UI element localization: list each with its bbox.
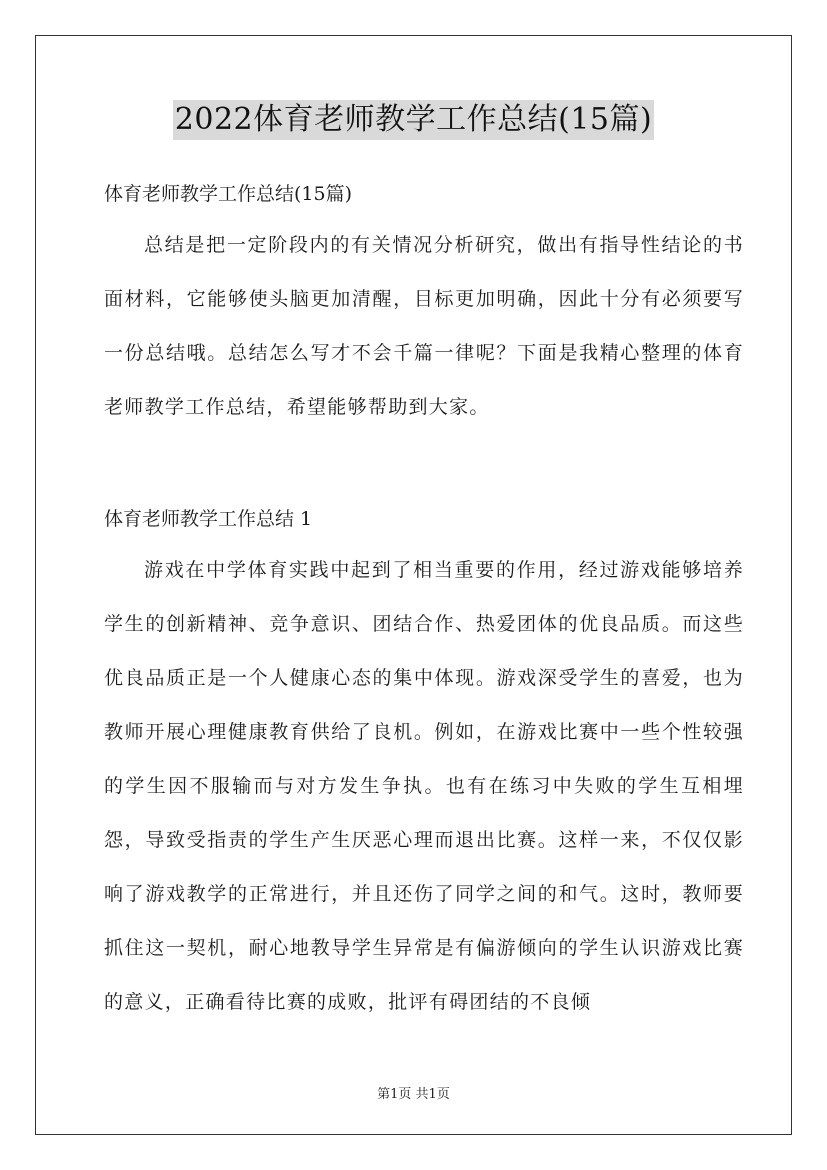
page-footer: 第1页 共1页: [377, 1087, 450, 1102]
section-paragraph: 游戏在中学体育实践中起到了相当重要的作用，经过游戏能够培养学生的创新精神、竞争意识、团结合作、热爱团体的优良品质。而这些优良品质正是一个人健康心态的集中体现。游戏深受学生的喜爱，也为教师开展心理健康教育供给了良机。例如，在游戏比赛中一些个性较强的学生因不服输而与对方发生争执。也有在练习中失败的学生互相埋怨，导致受指责的学生产生厌恶心理而退出比赛。这样一来，不仅仅影响了游戏教学的正常进行，并且还伤了同学之间的和气。这时，教师要抓住这一契机，耐心地教导学生异常是有偏游倾向的学生认识游戏比赛的意义，正确看待比赛的成败，批评有碍团结的不良倾: [104, 559, 744, 1013]
title-container: [0, 100, 827, 140]
document-title: 2022体育老师教学工作总结(15篇): [173, 100, 654, 140]
document-subtitle: 体育老师教学工作总结(15篇): [104, 183, 353, 205]
section-heading: 体育老师教学工作总结 1: [104, 508, 313, 530]
intro-paragraph: 总结是把一定阶段内的有关情况分析研究，做出有指导性结论的书面材料，它能够使头脑更加清醒，目标更加明确，因此十分有必须要写一份总结哦。总结怎么写才不会千篇一律呢？下面是我精心整理的体育老师教学工作总结，希望能够帮助到大家。: [104, 234, 744, 418]
